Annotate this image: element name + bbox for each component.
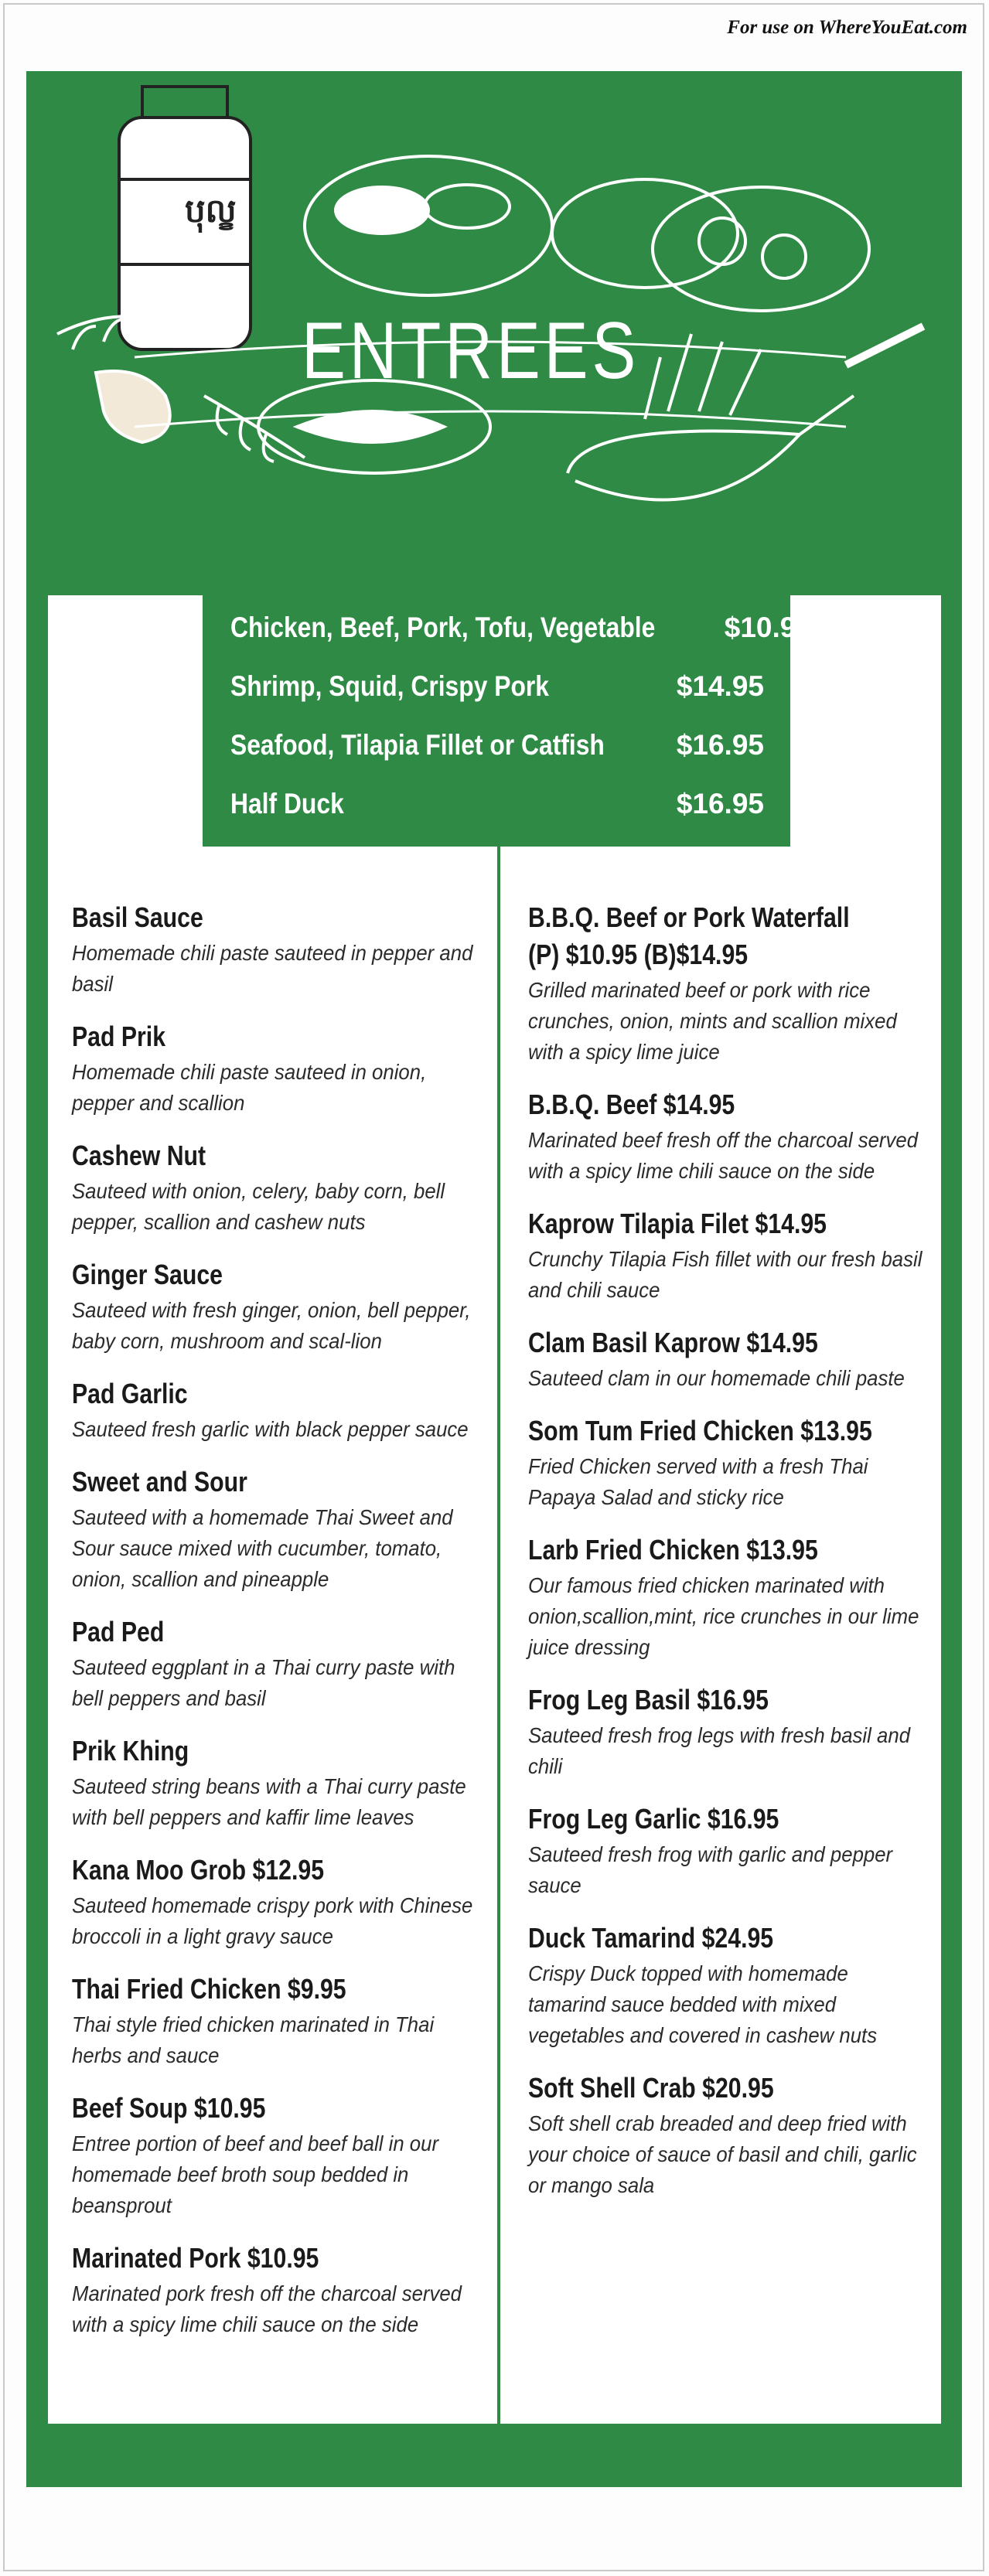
item-description: Sauteed eggplant in a Thai curry paste with bell peppers and basil — [72, 1655, 455, 1710]
item-name: Cashew Nut — [72, 1140, 206, 1171]
price-value: $16.95 — [676, 788, 764, 819]
menu-item — [528, 1414, 930, 1513]
item-name: Marinated Pork $10.95 — [72, 2242, 319, 2274]
menu-item — [72, 1258, 482, 1357]
menu-item — [528, 2071, 930, 2201]
price-row — [230, 605, 812, 651]
item-description: Homemade chili paste sauteed in onion, pepper and scallion — [72, 1060, 427, 1115]
item-description: Sauteed homemade crispy pork with Chinese broccoli in a light gravy sauce — [72, 1893, 473, 1948]
item-description: Homemade chili paste sauteed in pepper and basil — [72, 941, 473, 996]
item-name: Thai Fried Chicken $9.95 — [72, 1973, 346, 2005]
price-row — [230, 663, 764, 710]
tiffin-carrier-icon — [119, 118, 251, 349]
right-column — [528, 901, 930, 2221]
item-name: Larb Fried Chicken $13.95 — [528, 1534, 818, 1566]
menu-item — [528, 1533, 930, 1663]
item-name: Som Tum Fried Chicken $13.95 — [528, 1415, 872, 1446]
menu-item — [528, 1207, 930, 1306]
menu-item — [528, 1683, 930, 1782]
page-title: ENTREES — [302, 306, 640, 396]
price-value: $14.95 — [676, 670, 764, 702]
item-description: Fried Chicken served with a fresh Thai Papaya Salad and sticky rice — [528, 1454, 868, 1509]
price-value: $16.95 — [676, 729, 764, 761]
menu-item — [72, 1020, 482, 1119]
item-name: Pad Garlic — [72, 1378, 188, 1409]
menu-item — [528, 1326, 930, 1394]
ginger-icon — [96, 371, 170, 442]
item-name: Basil Sauce — [72, 901, 203, 933]
item-description: Sauteed with a homemade Thai Sweet and Sour sauce mixed with cucumber, tomato, onion, scallion and pineapple — [72, 1505, 453, 1591]
menu-item — [72, 901, 482, 1000]
logo-text: បុល្ខ — [185, 192, 237, 230]
item-name: Kana Moo Grob $12.95 — [72, 1854, 325, 1886]
item-description: Sauteed fresh frog legs with fresh basil and chili — [528, 1723, 911, 1778]
item-name: Pad Prik — [72, 1021, 166, 1052]
item-description: Soft shell crab breaded and deep fried with your choice of sauce of basil and chili, garlic or mango sala — [528, 2111, 917, 2197]
menu-item — [72, 2091, 482, 2221]
price-label: Seafood, Tilapia Fillet or Catfish — [230, 729, 605, 761]
item-name: Pad Ped — [72, 1616, 165, 1647]
menu-item — [72, 1972, 482, 2071]
price-label: Chicken, Beef, Pork, Tofu, Vegetable — [230, 612, 656, 643]
watermark: For use on WhereYouEat.com — [727, 17, 967, 38]
item-name: Beef Soup $10.95 — [72, 2092, 266, 2124]
plate-icon — [305, 156, 552, 295]
menu-item — [72, 1734, 482, 1833]
menu-item — [528, 1921, 930, 2051]
item-description: Sauteed with fresh ginger, onion, bell pepper, baby corn, mushroom and scal-lion — [72, 1298, 471, 1353]
item-description: Sauteed string beans with a Thai curry paste with bell peppers and kaffir lime leaves — [72, 1774, 466, 1829]
menu-item — [528, 901, 930, 1068]
item-description: Marinated pork fresh off the charcoal served with a spicy lime chili sauce on the side — [72, 2281, 462, 2336]
item-description: Sauteed fresh garlic with black pepper sauce — [72, 1417, 469, 1441]
item-name: Kaprow Tilapia Filet $14.95 — [528, 1208, 827, 1239]
price-value: $10.95 — [724, 612, 812, 643]
menu-item — [72, 1465, 482, 1595]
item-price-options: (P) $10.95 (B)$14.95 — [528, 939, 749, 970]
item-name: Duck Tamarind $24.95 — [528, 1922, 774, 1954]
item-description: Sauteed clam in our homemade chili paste — [528, 1366, 905, 1390]
wok-icon — [575, 396, 854, 500]
item-description: Crunchy Tilapia Fish fillet with our fresh basil and chili sauce — [528, 1247, 922, 1302]
item-description: Crispy Duck topped with homemade tamarind sauce bedded with mixed vegetables and covered in cashew nuts — [528, 1961, 878, 2047]
menu-item — [528, 1088, 930, 1187]
item-name: Prik Khing — [72, 1735, 189, 1767]
item-name: Clam Basil Kaprow $14.95 — [528, 1327, 818, 1358]
item-description: Marinated beef fresh off the charcoal served with a spicy lime chili sauce on the side — [528, 1128, 919, 1183]
menu-item — [72, 1377, 482, 1445]
item-description: Sauteed with onion, celery, baby corn, bell pepper, scallion and cashew nuts — [72, 1179, 445, 1234]
price-row — [230, 781, 764, 827]
menu-item — [528, 1802, 930, 1901]
left-column — [72, 901, 482, 2360]
menu-item — [72, 1615, 482, 1714]
item-description: Sauteed fresh frog with garlic and pepper sauce — [528, 1842, 893, 1897]
price-label: Half Duck — [230, 788, 344, 819]
item-name: Frog Leg Basil $16.95 — [528, 1684, 769, 1716]
item-name: Frog Leg Garlic $16.95 — [528, 1803, 779, 1835]
price-label: Shrimp, Squid, Crispy Pork — [230, 670, 549, 702]
item-name: Ginger Sauce — [72, 1259, 223, 1290]
price-box — [203, 595, 812, 847]
menu-item — [72, 1139, 482, 1238]
item-name: Soft Shell Crab $20.95 — [528, 2072, 774, 2104]
item-description: Entree portion of beef and beef ball in our homemade beef broth soup bedded in beansprout — [72, 2131, 439, 2217]
item-name: B.B.Q. Beef or Pork Waterfall — [528, 901, 850, 933]
column-divider — [497, 847, 500, 2424]
menu-item — [72, 1853, 482, 1952]
plate-icon — [653, 187, 869, 311]
item-name: Sweet and Sour — [72, 1466, 247, 1498]
price-row — [230, 722, 764, 768]
item-name: B.B.Q. Beef $14.95 — [528, 1089, 735, 1120]
item-description: Grilled marinated beef or pork with rice crunches, onion, mints and scallion mixed with a spicy lime juice — [528, 978, 897, 1064]
menu-item — [72, 2241, 482, 2340]
item-description: Our famous fried chicken marinated with onion,scallion,mint, rice crunches in our lime juice dressing — [528, 1573, 919, 1659]
item-description: Thai style fried chicken marinated in Thai herbs and sauce — [72, 2012, 435, 2067]
